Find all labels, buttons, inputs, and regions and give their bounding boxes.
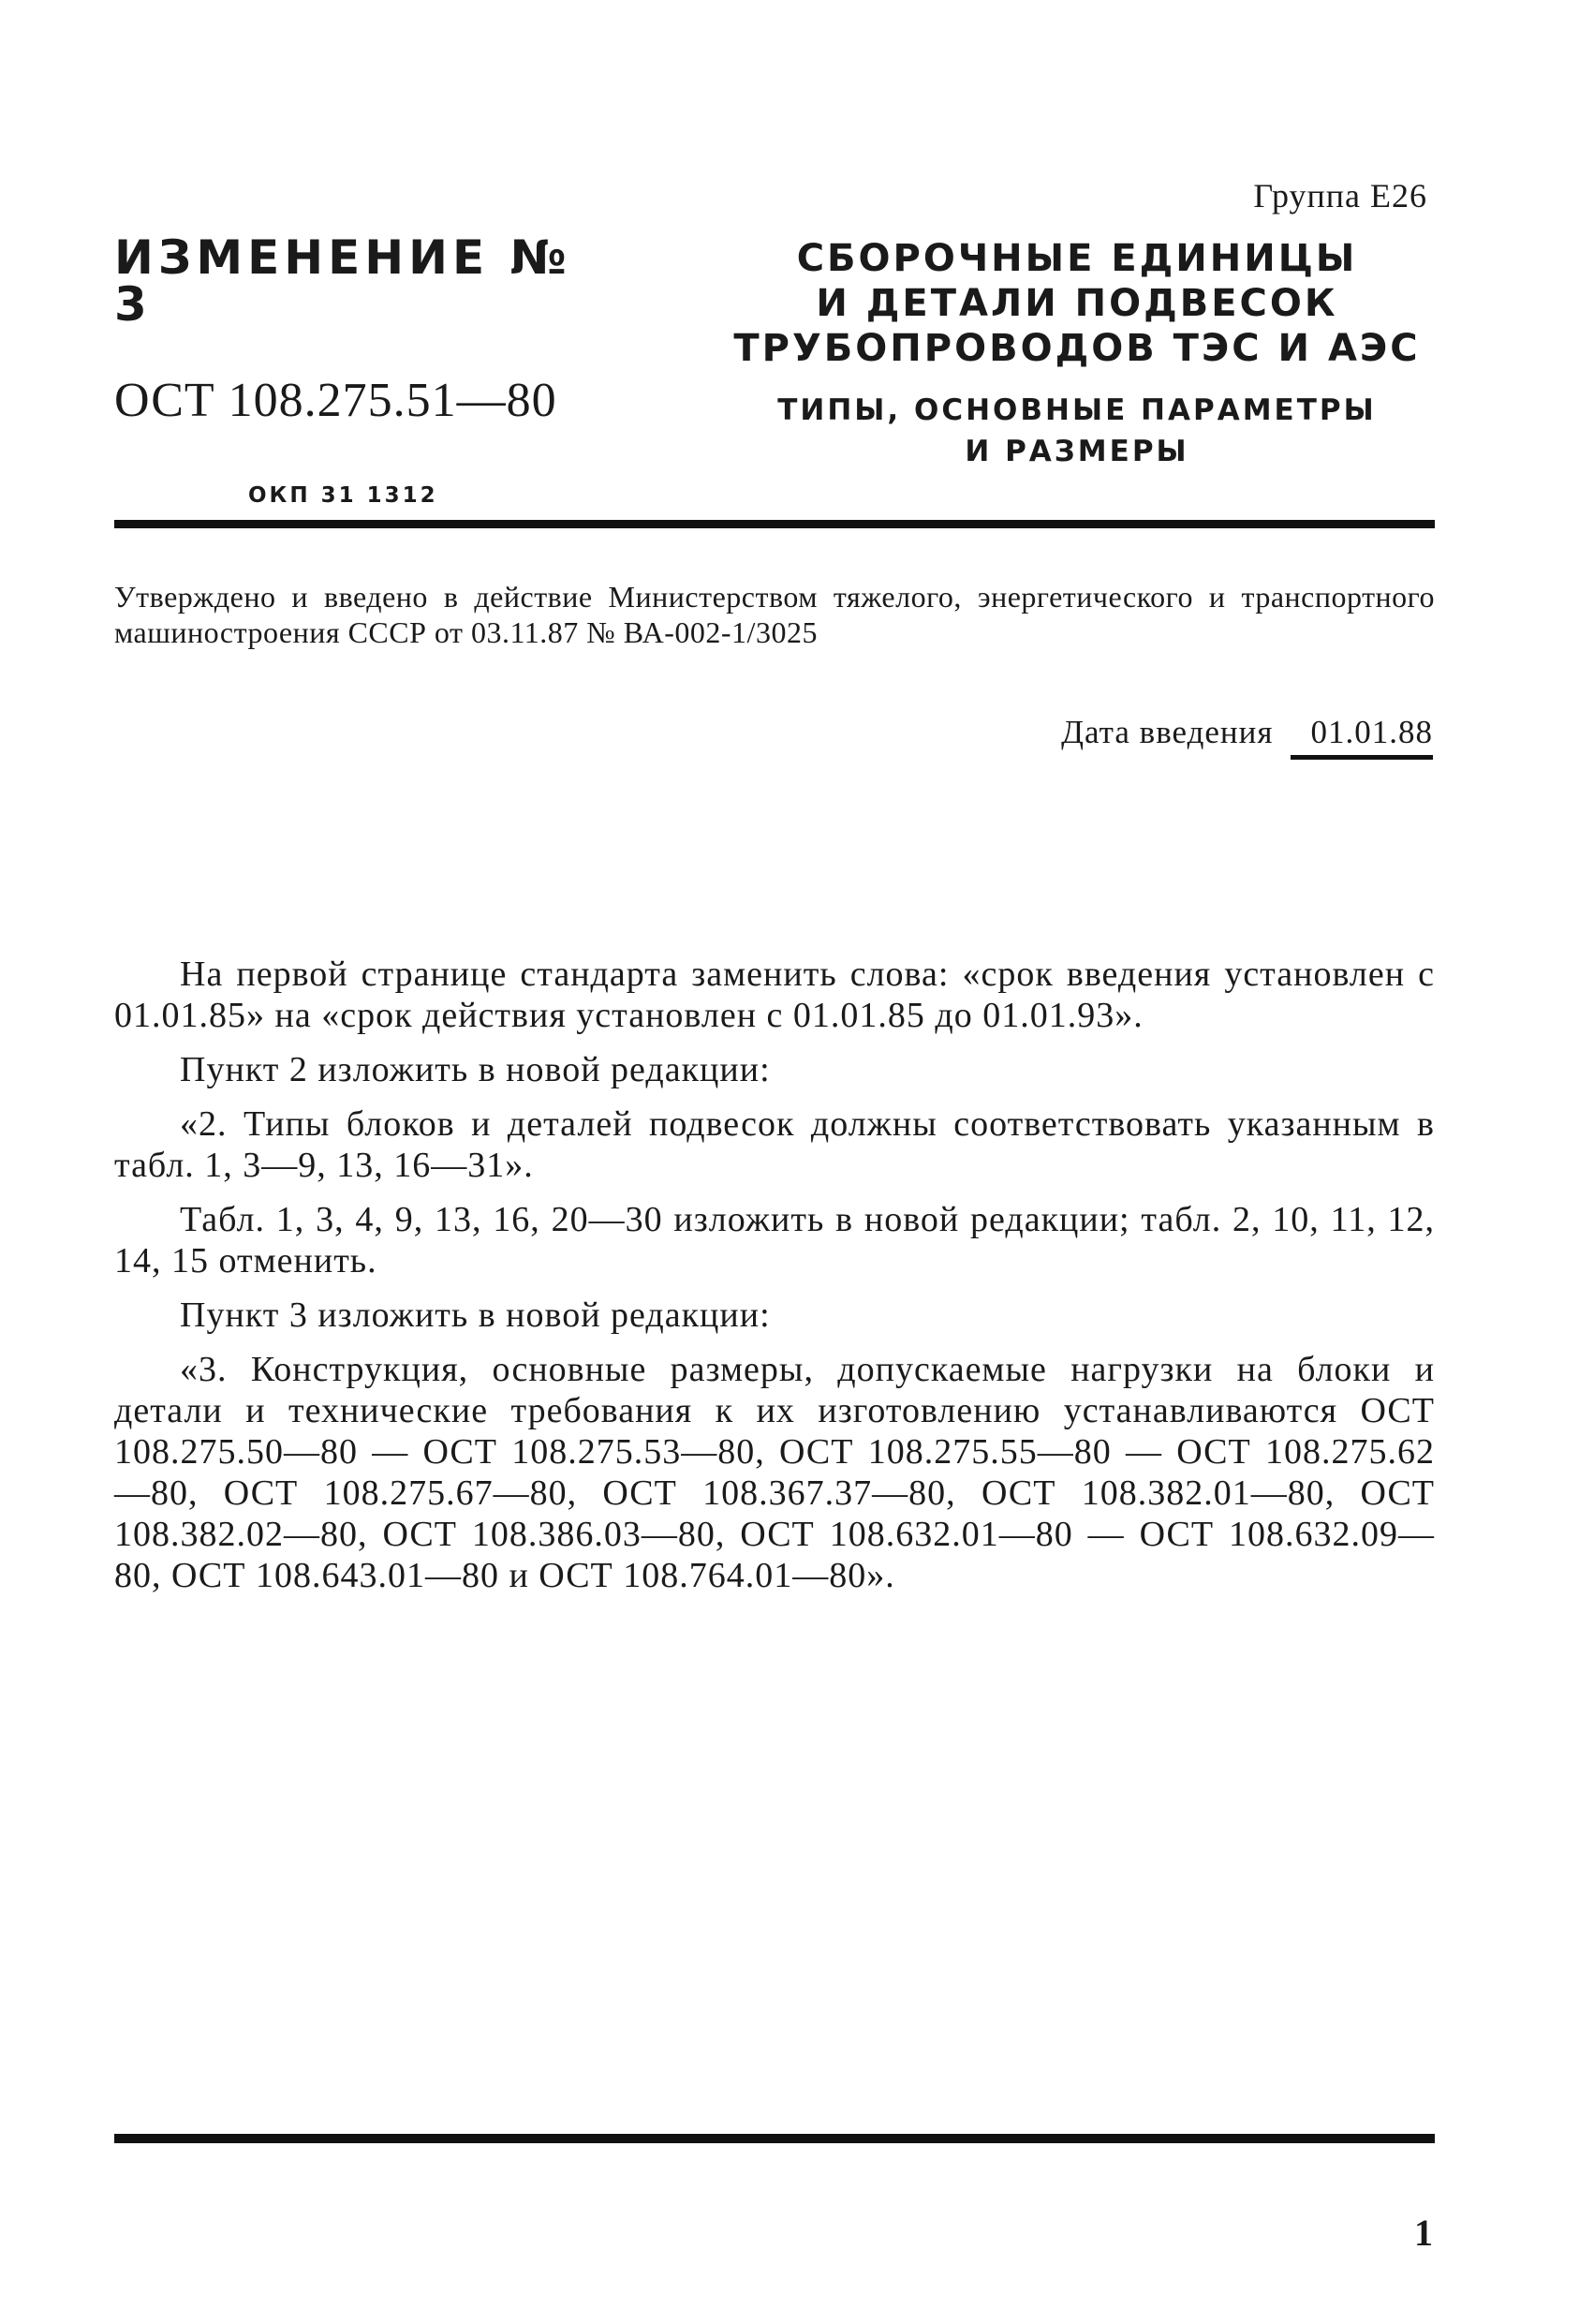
footer-divider (114, 2134, 1435, 2143)
paragraph: Пункт 3 изложить в новой редакции: (180, 1295, 771, 1335)
change-title: ИЗМЕНЕНИЕ № 3 (114, 230, 571, 332)
change-info (114, 230, 601, 508)
okp-code: ОКП 31 1312 (248, 483, 438, 508)
main-title (712, 236, 1442, 371)
header-divider (114, 520, 1435, 528)
approval-statement: Утверждено и введено в действие Министерством тяжелого, энергетического и транспортного машиностроения СССР от 03.11.87 № ВА-002-1/3025 (114, 580, 1435, 649)
introduction-date-value: 01.01.88 (1291, 714, 1434, 760)
main-title-line: И ДЕТАЛИ ПОДВЕСОК (816, 282, 1338, 325)
standard-title (712, 236, 1442, 472)
introduction-date (1061, 714, 1433, 760)
subtitle (712, 390, 1442, 472)
group-code: Группа Е26 (1253, 177, 1427, 215)
introduction-date-label: Дата введения (1061, 714, 1274, 750)
body-text (114, 954, 1435, 1609)
paragraph: «3. Конструкция, основные размеры, допускаемые нагрузки на блоки и детали и технические требования к их изготовлению устанавливаются ОСТ 108.275.50—80 — ОСТ 108.275.53—80, ОСТ 108.275.55—80 — ОСТ 108.275.62—80, ОСТ 108.275.67—80, ОСТ 108.367.37—80, ОСТ 108.382.01—80, ОСТ 108.382.02—80, ОСТ 108.386.03—80, ОСТ 108.632.01—80 — ОСТ 108.632.09—80, ОСТ 108.643.01—80 и ОСТ 108.764.01—80». (114, 1350, 1435, 1595)
main-title-line: СБОРОЧНЫЕ ЕДИНИЦЫ (796, 237, 1358, 280)
ost-number: ОСТ 108.275.51—80 (114, 374, 557, 427)
paragraph: На первой странице стандарта заменить слова: «срок введения установлен с 01.01.85» на «срок действия установлен с 01.01.85 до 01.01.93». (114, 955, 1435, 1035)
subtitle-line: И РАЗМЕРЫ (965, 435, 1189, 468)
subtitle-line: ТИПЫ, ОСНОВНЫЕ ПАРАМЕТРЫ (777, 393, 1377, 427)
paragraph: «2. Типы блоков и деталей подвесок должны соответствовать указанным в табл. 1, 3—9, 13, 16—31». (114, 1104, 1435, 1185)
paragraph: Пункт 2 изложить в новой редакции: (180, 1050, 771, 1089)
page-number: 1 (1414, 2212, 1433, 2254)
paragraph: Табл. 1, 3, 4, 9, 13, 16, 20—30 изложить в новой редакции; табл. 2, 10, 11, 12, 14, 15 отменить. (114, 1200, 1435, 1280)
main-title-line: ТРУБОПРОВОДОВ ТЭС И АЭС (733, 327, 1421, 370)
